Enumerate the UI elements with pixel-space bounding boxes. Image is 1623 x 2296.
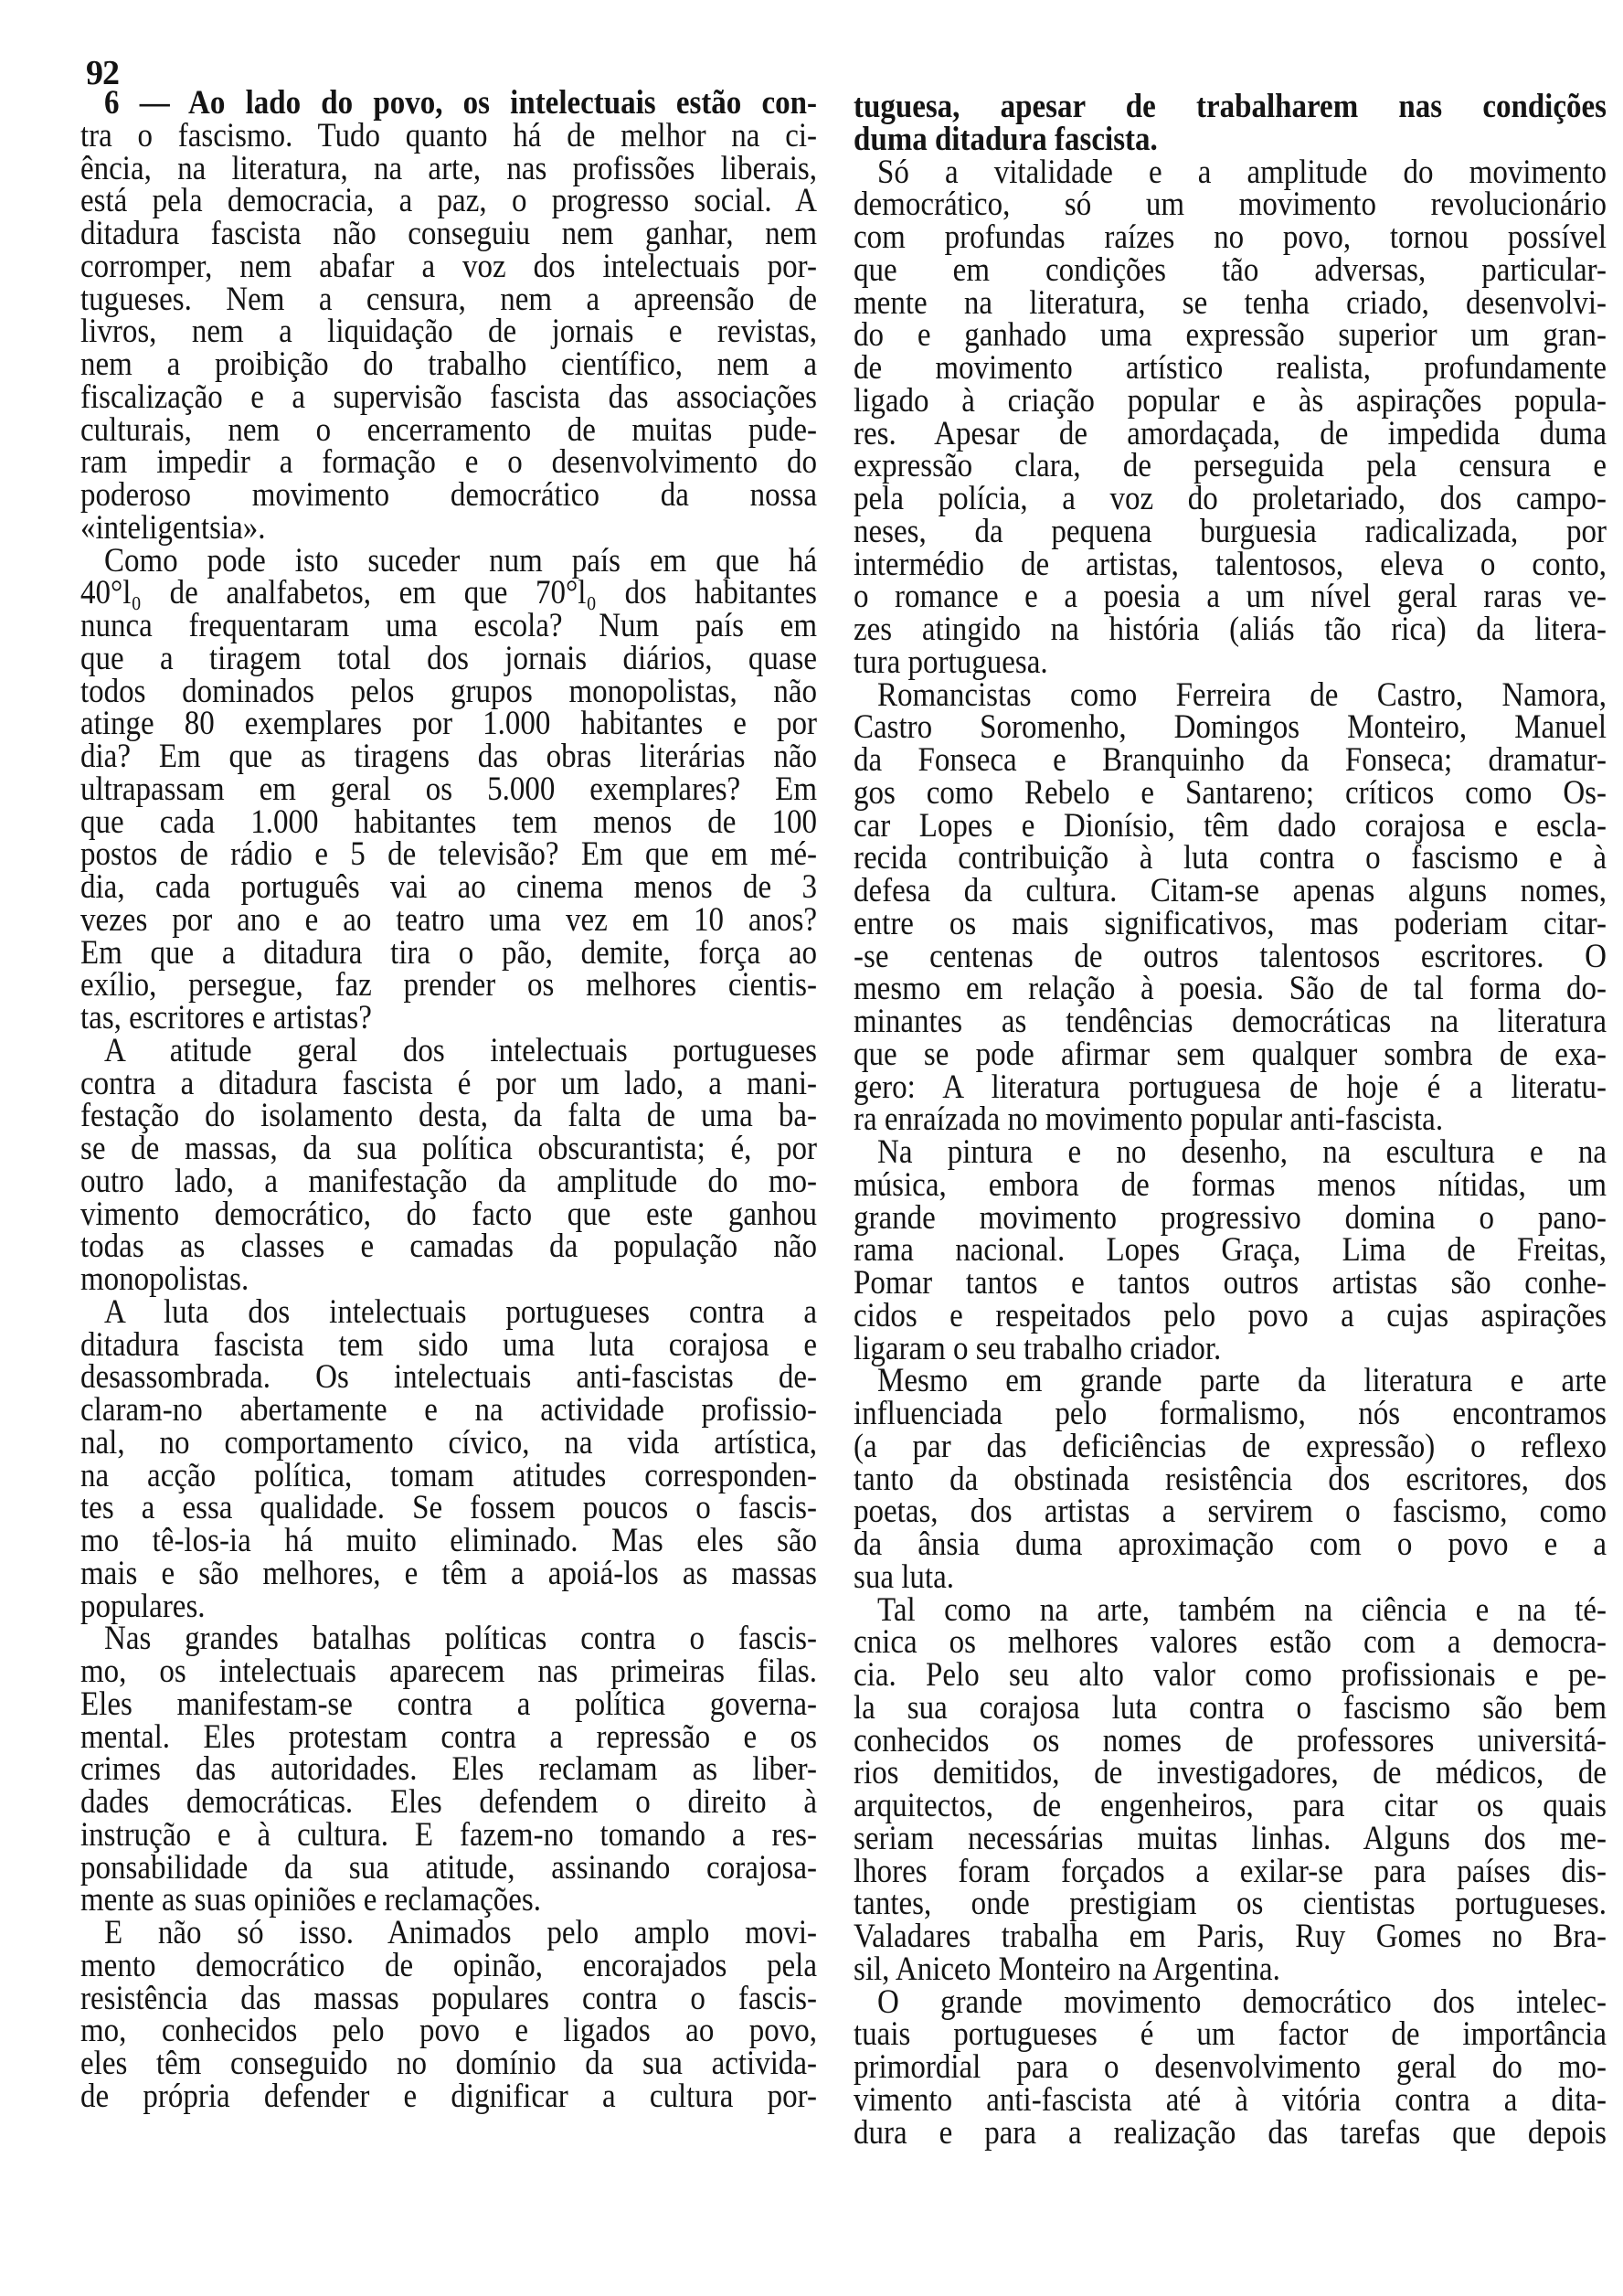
text-line: ram impedir a formação e o desenvolvimento do: [80, 443, 817, 482]
page-number: 92: [86, 54, 119, 92]
text-line: tuguesa, apesar de trabalharem nas condições: [854, 88, 1607, 126]
paragraph: [854, 1133, 1607, 1367]
text-line: que se pode afirmar sem qualquer sombra de exa-: [854, 1036, 1607, 1073]
text-line: sua luta.: [854, 1558, 954, 1596]
text-line: seriam necessárias muitas linhas. Alguns dos me-: [854, 1820, 1607, 1857]
text-line: tantes, onde prestigiam os cientistas portugueses.: [854, 1885, 1607, 1923]
text-line: mo, os intelectuais aparecem nas primeiras filas.: [80, 1653, 817, 1691]
text-line: zes atingido na história (aliás tão rica) da litera-: [854, 611, 1607, 649]
text-line: música, embora de formas menos nítidas, um: [854, 1166, 1607, 1204]
text-line: claram-no abertamente e na actividade profissio-: [80, 1391, 817, 1430]
text-line: cidos e respeitados pelo povo a cujas aspirações: [854, 1297, 1607, 1334]
text-line: vezes por ano e ao teatro uma vez em 10 anos?: [80, 901, 817, 939]
text-line: mo tê-los-ia há muito eliminado. Mas eles são: [80, 1522, 817, 1560]
text-line: vimento democrático, do facto que este ganhou: [80, 1196, 817, 1233]
text-line: fiscalização e a supervisão fascista das associações: [80, 378, 817, 416]
text-line: instrução e à cultura. E fazem-no tomando a res-: [80, 1816, 817, 1854]
text-line: poderoso movimento democrático da nossa: [80, 476, 817, 515]
text-line: expressão clara, de perseguida pela censura e: [854, 447, 1607, 485]
text-line: grande movimento progressivo domina o pano-: [854, 1199, 1607, 1237]
text-line: poetas, dos artistas a servirem o fascismo, como: [854, 1493, 1607, 1531]
paragraph: [80, 1914, 817, 2115]
text-line: culturais, nem o encerramento de muitas pude-: [80, 411, 817, 449]
text-line: todas as classes e camadas da população não: [80, 1228, 817, 1266]
text-line: Castro Soromenho, Domingos Monteiro, Manuel: [854, 708, 1607, 747]
text-line: rama nacional. Lopes Graça, Lima de Freitas,: [854, 1231, 1607, 1270]
paragraph: [854, 1983, 1607, 2152]
text-line: ponsabilidade da sua atitude, assinando corajosa-: [80, 1849, 817, 1887]
text-line: tuais portugueses é um factor de importância: [854, 2015, 1607, 2054]
text-line: ra enraízada no movimento popular anti-fascista.: [854, 1100, 1444, 1139]
text-line: da Fonseca e Branquinho da Fonseca; dramatur-: [854, 741, 1607, 780]
text-line: exílio, persegue, faz prender os melhores cientis-: [80, 966, 817, 1004]
text-line: entre os mais significativos, mas poderiam citar-: [854, 905, 1607, 942]
text-line: primordial para o desenvolvimento geral do mo-: [854, 2048, 1607, 2087]
text-line: defesa da cultura. Citam-se apenas alguns nomes,: [854, 872, 1607, 910]
paragraph: [854, 1591, 1607, 1988]
text-line: Na pintura e no desenho, na escultura e na: [877, 1133, 1607, 1172]
text-line: arquitectos, de engenheiros, para citar os quais: [854, 1787, 1607, 1825]
text-line: car Lopes e Dionísio, têm dado corajosa e escla-: [854, 807, 1607, 845]
text-line: com profundas raízes no povo, tornou possível: [854, 218, 1607, 257]
text-line: mente as suas opiniões e reclamações.: [80, 1881, 541, 1919]
paragraph: [854, 1362, 1607, 1596]
text-line: vimento anti-fascista até à vitória contra a dita-: [854, 2081, 1607, 2119]
text-line: Eles manifestam-se contra a política governa-: [80, 1685, 817, 1723]
text-line: cia. Pelo seu alto valor como profissionais e pe-: [854, 1656, 1607, 1695]
text-line: o romance e a poesia a um nível geral raras ve-: [854, 578, 1607, 616]
paragraph: [80, 84, 817, 547]
text-line: dura e para a realização das tarefas que depois: [854, 2114, 1607, 2152]
paragraph: [80, 1620, 817, 1919]
text-line: todos dominados pelos grupos monopolistas, não: [80, 673, 817, 710]
text-line: mais e são melhores, e têm a apoiá-los as massas: [80, 1555, 817, 1592]
text-line: atinge 80 exemplares por 1.000 habitantes e por: [80, 705, 817, 743]
text-line: da ânsia duma aproximação com o povo e a: [854, 1525, 1607, 1564]
text-line: mo, conhecidos pelo povo e ligados ao povo,: [80, 2012, 817, 2050]
text-line: Tal como na arte, também na ciência e na té-: [877, 1591, 1607, 1629]
text-line: democrático, só um movimento revolucionário: [854, 186, 1607, 224]
text-line: livros, nem a liquidação de jornais e revistas,: [80, 313, 817, 351]
text-line: dades democráticas. Eles defendem o direito à: [80, 1783, 817, 1822]
text-line: tura portuguesa.: [854, 643, 1048, 681]
text-line: «inteligentsia».: [80, 509, 266, 547]
text-line: corromper, nem abafar a voz dos intelectuais por-: [80, 248, 817, 285]
text-line: (a par das deficiências de expressão) o reflexo: [854, 1428, 1607, 1465]
text-line: crimes das autoridades. Eles reclamam as liber-: [80, 1750, 817, 1789]
text-line: na acção política, tomam atitudes corresponden-: [80, 1457, 817, 1494]
text-line: E não só isso. Animados pelo amplo movi-: [104, 1914, 817, 1952]
text-line: festação do isolamento desta, da falta de uma ba-: [80, 1097, 817, 1135]
text-line: mental. Eles protestam contra a repressão e os: [80, 1718, 817, 1756]
text-line: duma ditadura fascista.: [854, 121, 1158, 158]
paragraph: [80, 542, 817, 1037]
text-line: desassombrada. Os intelectuais anti-fascistas de-: [80, 1358, 817, 1397]
text-line: que em condições tão adversas, particular-: [854, 251, 1607, 289]
text-line: res. Apesar de amordaçada, de impedida duma: [854, 415, 1607, 452]
text-line: monopolistas.: [80, 1260, 249, 1299]
text-line: Pomar tantos e tantos outros artistas são conhe-: [854, 1264, 1607, 1302]
text-line: -se centenas de outros talentosos escritores. O: [854, 938, 1607, 975]
text-line: gero: A literatura portuguesa de hoje é a literatu-: [854, 1068, 1607, 1106]
text-line: ultrapassam em geral os 5.000 exemplares? Em: [80, 771, 817, 808]
text-line: A luta dos intelectuais portugueses contra a: [104, 1293, 817, 1331]
text-line: outro lado, a manifestação da amplitude do mo-: [80, 1163, 817, 1200]
text-line: Nas grandes batalhas políticas contra o fascis-: [104, 1620, 817, 1658]
left-column: [80, 84, 817, 2115]
text-line: dia, cada português vai ao cinema menos de 3: [80, 868, 817, 907]
text-line: minantes as tendências democráticas na literatura: [854, 1003, 1607, 1041]
text-line: que cada 1.000 habitantes tem menos de 100: [80, 803, 817, 841]
text-line: dia? Em que as tiragens das obras literárias não: [80, 738, 817, 776]
text-line: nunca frequentaram uma escola? Num país em: [80, 607, 817, 645]
text-line: mesmo em relação à poesia. São de tal forma do-: [854, 970, 1607, 1008]
text-line: Só a vitalidade e a amplitude do movimento: [877, 154, 1607, 191]
text-line: O grande movimento democrático dos intelec-: [877, 1983, 1607, 2021]
right-column: [854, 88, 1607, 2152]
text-line: postos de rádio e 5 de televisão? Em que em mé-: [80, 835, 817, 874]
text-line: que a tiragem total dos jornais diários, quase: [80, 640, 817, 677]
text-line: tes a essa qualidade. Se fossem poucos o fascis-: [80, 1489, 817, 1527]
text-line: pela polícia, a voz do proletariado, dos campo-: [854, 480, 1607, 518]
text-line: A atitude geral dos intelectuais portugueses: [104, 1032, 817, 1069]
text-line: de própria defender e dignificar a cultura por-: [80, 2078, 817, 2115]
text-line: conhecidos os nomes de professores universitá-: [854, 1722, 1607, 1759]
text-line: Valadares trabalha em Paris, Ruy Gomes no Bra-: [854, 1918, 1607, 1956]
text-line: ligaram o seu trabalho criador.: [854, 1330, 1222, 1367]
text-line: Romancistas como Ferreira de Castro, Namora,: [877, 676, 1607, 714]
text-line: está pela democracia, a paz, o progresso social. A: [80, 182, 817, 220]
text-line: Mesmo em grande parte da literatura e arte: [877, 1362, 1607, 1400]
text-line: tra o fascismo. Tudo quanto há de melhor na ci-: [80, 117, 817, 154]
text-line: mente na literatura, se tenha criado, desenvolvi-: [854, 284, 1607, 322]
paragraph: [854, 154, 1607, 681]
text-line: contra a ditadura fascista é por um lado, a mani-: [80, 1065, 817, 1102]
text-line: tas, escritores e artistas?: [80, 999, 372, 1037]
text-line: influenciada pelo formalismo, nós encontramos: [854, 1395, 1607, 1433]
text-line: tugueses. Nem a censura, nem a apreensão de: [80, 281, 817, 318]
text-line: intermédio de artistas, talentosos, eleva o conto,: [854, 546, 1607, 583]
text-line: resistência das massas populares contra o fascis-: [80, 1980, 817, 2017]
text-line: rios demitidos, de investigadores, de médicos, de: [854, 1754, 1607, 1792]
text-line: se de massas, da sua política obscurantista; é, por: [80, 1130, 817, 1168]
text-line: sil, Aniceto Monteiro na Argentina.: [854, 1951, 1280, 1988]
text-line: ligado à criação popular e às aspirações popula-: [854, 382, 1607, 420]
text-line: ditadura fascista não conseguiu nem ganhar, nem: [80, 215, 817, 253]
text-line: cnica os melhores valores estão com a democra-: [854, 1623, 1607, 1662]
text-line: populares.: [80, 1588, 206, 1625]
text-line: lhores foram forçados a exilar-se para países dis-: [854, 1853, 1607, 1890]
text-line: do e ganhado uma expressão superior um gran-: [854, 316, 1607, 355]
text-line: Em que a ditadura tira o pão, demite, força ao: [80, 934, 817, 972]
text-line: tanto da obstinada resistência dos escritores, dos: [854, 1461, 1607, 1498]
text-line: neses, da pequena burguesia radicalizada, por: [854, 513, 1607, 550]
text-line: ditadura fascista tem sido uma luta corajosa e: [80, 1326, 817, 1364]
text-line: 6 — Ao lado do povo, os intelectuais estão con-: [104, 84, 817, 122]
text-line: nal, no comportamento cívico, na vida artística,: [80, 1424, 817, 1462]
paragraph: [854, 88, 1607, 158]
text-line: mento democrático de opinão, encorajados pela: [80, 1947, 817, 1984]
paragraph: [854, 676, 1607, 1139]
paragraph: [80, 1032, 817, 1299]
text-line: gos como Rebelo e Santareno; críticos como Os-: [854, 774, 1607, 812]
text-line: ência, na literatura, na arte, nas profissões liberais,: [80, 150, 817, 187]
text-line: de movimento artístico realista, profundamente: [854, 349, 1607, 388]
text-line: Como pode isto suceder num país em que há: [104, 542, 817, 579]
text-line: la sua corajosa luta contra o fascismo são bem: [854, 1689, 1607, 1727]
text-line: nem a proibição do trabalho científico, nem a: [80, 345, 817, 384]
text-line: 40°l₀ de analfabetos, em que 70°l₀ dos habitantes: [80, 574, 817, 612]
paragraph: [80, 1293, 817, 1625]
text-line: recida contribuição à luta contra o fascismo e à: [854, 839, 1607, 877]
text-line: eles têm conseguido no domínio da sua activida-: [80, 2045, 817, 2083]
